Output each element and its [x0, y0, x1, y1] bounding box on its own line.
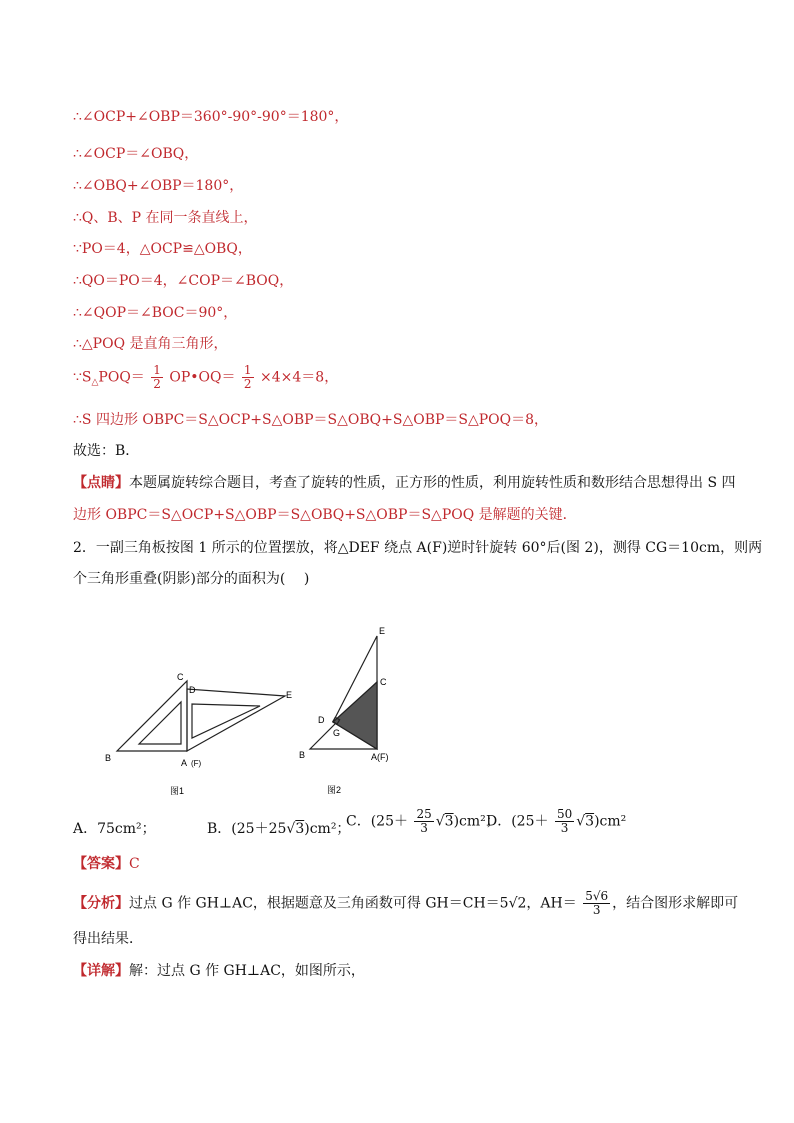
figure-1 — [117, 681, 285, 751]
triangle-def-inner — [192, 704, 260, 738]
option-c: C．(25＋ $\frac{25}{3}$ √3)cm²； — [346, 807, 500, 835]
option-c-suffix: )cm²； — [453, 813, 500, 830]
option-b: B．(25＋25√3)cm²； — [207, 821, 351, 837]
solution-line-4: ∴Q、B、P 在同一条直线上， — [73, 210, 258, 226]
fraction-numerator: 5√6 — [585, 889, 609, 903]
option-d-prefix: D．(25＋ — [486, 813, 549, 830]
fraction-numerator: 25 — [416, 807, 432, 821]
area-product: OP•OQ＝ — [169, 369, 236, 386]
analysis-line-1 — [73, 890, 738, 917]
analysis-text-1: 过点 G 作 GH⊥AC，根据题意及三角函数可得 GH＝CH＝5√2，AH＝ — [129, 895, 577, 912]
solution-line-2: ∴∠OCP＝∠OBQ， — [73, 146, 199, 162]
label-d1: D — [189, 685, 196, 695]
option-d-fraction — [555, 808, 574, 835]
solution-line-8: ∴△POQ 是直角三角形， — [73, 336, 228, 352]
option-b-radicand: 3 — [295, 821, 305, 837]
solution-line-5: ∵PO＝4，△OCP≌△OBQ， — [73, 241, 252, 257]
detail-text: 解：过点 G 作 GH⊥AC，如图所示， — [129, 963, 365, 979]
option-d-suffix: )cm² — [594, 813, 627, 830]
caption-fig2: 图2 — [327, 785, 342, 795]
option-c-fraction — [414, 808, 433, 835]
answer-value: C — [129, 856, 140, 872]
triangle-subscript: △ — [91, 377, 99, 388]
fraction-denominator: 3 — [420, 821, 428, 835]
label-c2: C — [380, 677, 387, 687]
figures — [95, 620, 435, 800]
option-b-suffix: )cm²； — [304, 821, 351, 837]
option-c-prefix: C．(25＋ — [346, 813, 408, 830]
area-result: ×4×4＝8， — [260, 369, 339, 386]
label-b1: B — [105, 753, 112, 763]
option-b-prefix: B．(25＋25 — [207, 821, 287, 837]
detail-line — [73, 962, 365, 980]
option-a: A．75cm²； — [73, 821, 156, 837]
label-b2: B — [299, 750, 306, 760]
fraction-numerator: 1 — [153, 363, 161, 377]
analysis-line-2: 得出结果． — [73, 931, 143, 947]
comment-tag: 【点睛】 — [73, 475, 129, 491]
area-target: POQ＝ — [98, 369, 145, 386]
label-a1: A — [181, 758, 188, 768]
fraction-denominator: 2 — [243, 377, 252, 391]
solution-line-9 — [73, 364, 338, 392]
label-f1: (F) — [191, 759, 202, 768]
triangle-abc — [117, 681, 187, 751]
option-d: D．(25＋ $\frac{50}{3}$ √3)cm² — [486, 807, 627, 835]
answer-line — [73, 855, 140, 873]
comment-line-2: 边形 OBPC＝S△OCP+S△OBP＝S△OBQ+S△OBP＝S△POQ 是解题的关键． — [73, 507, 577, 523]
question-line-1: 2．一副三角板按图 1 所示的位置摆放，将△DEF 绕点 A(F)逆时针旋转 60°后(图 2)，测得 CG＝10cm，则两 — [73, 540, 763, 556]
label-a2: A(F) — [371, 752, 389, 762]
fraction-denominator: 2 — [153, 377, 161, 391]
overlap-shaded — [333, 682, 377, 749]
solution-line-11: 故选：B． — [73, 443, 140, 459]
comment-text-1: 本题属旋转综合题目，考查了旋转的性质，正方形的性质，利用旋转性质和数形结合思想得出 S 四 — [129, 475, 736, 491]
area-symbol: ∵S — [73, 369, 92, 386]
fraction-denominator: 3 — [592, 903, 601, 917]
answer-tag: 【答案】 — [73, 856, 129, 872]
solution-line-3: ∴∠OBQ+∠OBP＝180°， — [73, 178, 244, 194]
triangle-def — [187, 689, 285, 751]
label-c1: C — [177, 672, 184, 682]
option-c-radicand: 3 — [444, 813, 454, 830]
caption-fig1: 图1 — [170, 786, 185, 796]
solution-line-6: ∴QO＝PO＝4，∠COP＝∠BOQ， — [73, 273, 294, 289]
fraction-numerator: 1 — [243, 363, 252, 377]
solution-line-10: ∴S 四边形 OBPC＝S△OCP+S△OBP＝S△OBQ+S△OBP＝S△POQ＝8， — [73, 412, 549, 428]
label-e2: E — [379, 626, 386, 636]
comment-line-1 — [73, 474, 736, 492]
label-d2: D — [318, 715, 325, 725]
analysis-fraction — [583, 890, 610, 917]
detail-tag: 【详解】 — [73, 963, 129, 979]
solution-line-7: ∴∠QOP＝∠BOC＝90°， — [73, 305, 238, 321]
label-e1: E — [286, 690, 293, 700]
label-g2: G — [333, 728, 341, 738]
option-d-radicand: 3 — [585, 813, 595, 830]
fraction-denominator: 3 — [560, 821, 569, 835]
fraction-numerator: 50 — [556, 807, 573, 821]
solution-line-1: ∴∠OCP+∠OBP＝360°-90°-90°＝180°， — [73, 109, 349, 125]
fraction-half — [151, 364, 163, 391]
analysis-text-2: ，结合图形求解即可 — [612, 895, 739, 912]
figure-2 — [310, 636, 377, 749]
fraction-half-2 — [242, 364, 254, 391]
question-line-2: 个三角形重叠(阴影)部分的面积为( ) — [73, 571, 310, 587]
analysis-tag: 【分析】 — [73, 895, 129, 912]
